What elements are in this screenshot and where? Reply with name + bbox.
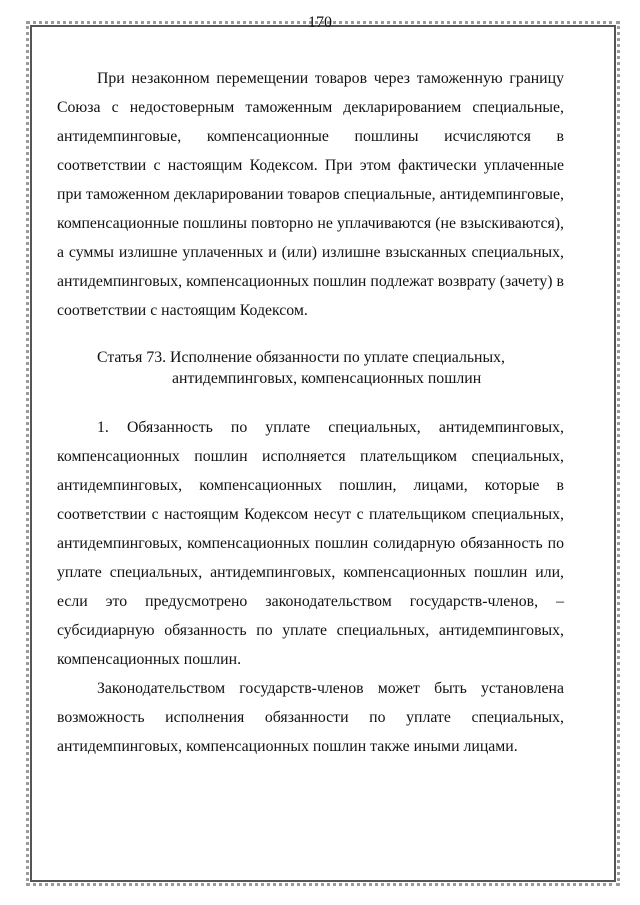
paragraph-1: При незаконном перемещении товаров через таможенную границу Союза с недостоверным таможенным декларированием специальные, антидемпинговые, компенсационные пошлины исчисляются в соответствии с настоящим Кодексом. При этом фактически уплаченные при таможенном декларировании товаров специальные, антидемпинговые, компенсационные пошлины повторно не уплачиваются (не взыскиваются), а суммы излишне уплаченных и (или) излишне взысканных специальных, антидемпинговых, компенсационных пошлин подлежат возврату (зачету) в соответствии с настоящим Кодексом. (57, 70, 564, 319)
article-heading (57, 347, 564, 389)
article-heading-line-2: антидемпинговых, компенсационных пошлин (172, 370, 482, 387)
page-number: 170 (308, 14, 332, 31)
document-body (57, 64, 564, 761)
article-heading-line-1: Статья 73. Исполнение обязанности по уплате специальных, (97, 349, 505, 366)
paragraph-3: Законодательством государств-членов может быть установлена возможность исполнения обязанности по уплате специальных, антидемпинговых, компенсационных пошлин также иными лицами. (57, 680, 564, 755)
paragraph-2: 1. Обязанность по уплате специальных, антидемпинговых, компенсационных пошлин исполняется плательщиком специальных, антидемпинговых, компенсационных пошлин, лицами, которые в соответствии с настоящим Кодексом несут с плательщиком специальных, антидемпинговых, компенсационных пошлин солидарную обязанность по уплате специальных, антидемпинговых, компенсационных пошлин или, если это предусмотрено законодательством государств-членов, – субсидиарную обязанность по уплате специальных, антидемпинговых, компенсационных пошлин. (57, 419, 564, 668)
